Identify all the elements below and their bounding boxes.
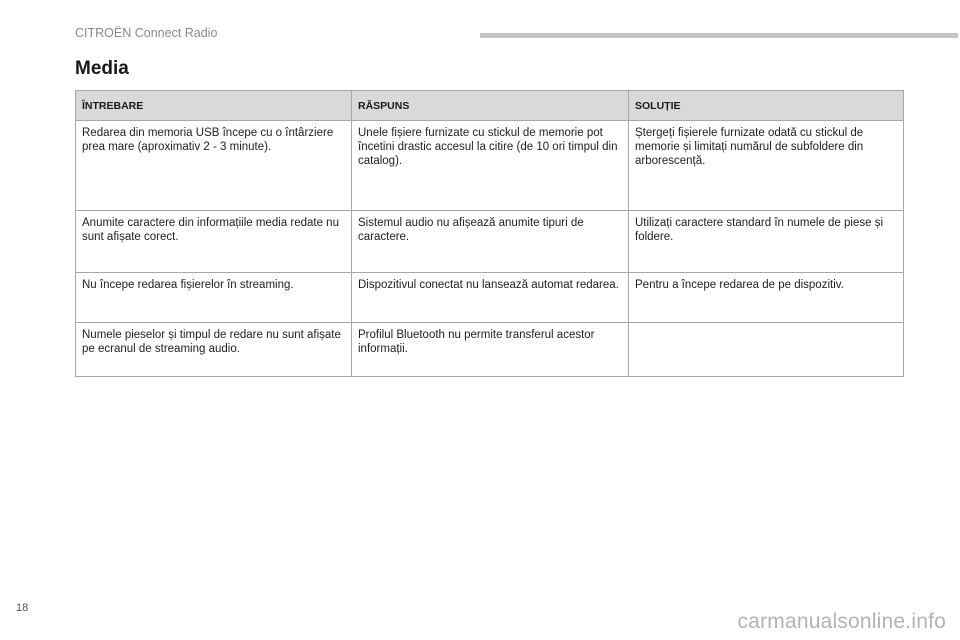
solution-cell <box>629 323 904 377</box>
watermark: carmanualsonline.info <box>737 610 946 633</box>
table-row <box>76 273 904 323</box>
answer-cell: Unele fișiere furnizate cu stickul de memorie pot încetini drastic accesul la citire (de 10 ori timpul din catalog). <box>352 121 629 211</box>
table-row <box>76 211 904 273</box>
table-row <box>76 323 904 377</box>
table-row <box>76 121 904 211</box>
question-cell: Anumite caractere din informațiile media redate nu sunt afișate corect. <box>76 211 352 273</box>
question-cell: Numele pieselor și timpul de redare nu sunt afișate pe ecranul de streaming audio. <box>76 323 352 377</box>
section-title: Media <box>75 58 129 79</box>
header-title: CITROËN Connect Radio <box>75 26 218 40</box>
table-header-row <box>76 91 904 121</box>
column-header-question: ÎNTREBARE <box>76 91 352 121</box>
answer-cell: Dispozitivul conectat nu lansează automat redarea. <box>352 273 629 323</box>
column-header-answer: RĂSPUNS <box>352 91 629 121</box>
page-number: 18 <box>16 602 29 614</box>
column-header-solution: SOLUȚIE <box>629 91 904 121</box>
question-cell: Redarea din memoria USB începe cu o întârziere prea mare (aproximativ 2 - 3 minute). <box>76 121 352 211</box>
question-cell: Nu începe redarea fișierelor în streaming. <box>76 273 352 323</box>
answer-cell: Sistemul audio nu afișează anumite tipuri de caractere. <box>352 211 629 273</box>
solution-cell: Pentru a începe redarea de pe dispozitiv. <box>629 273 904 323</box>
header-bar <box>480 33 958 38</box>
solution-cell: Ștergeți fișierele furnizate odată cu stickul de memorie și limitați numărul de subfoldere din arborescență. <box>629 121 904 211</box>
faq-table <box>75 90 904 377</box>
answer-cell: Profilul Bluetooth nu permite transferul acestor informații. <box>352 323 629 377</box>
solution-cell: Utilizați caractere standard în numele de piese și foldere. <box>629 211 904 273</box>
